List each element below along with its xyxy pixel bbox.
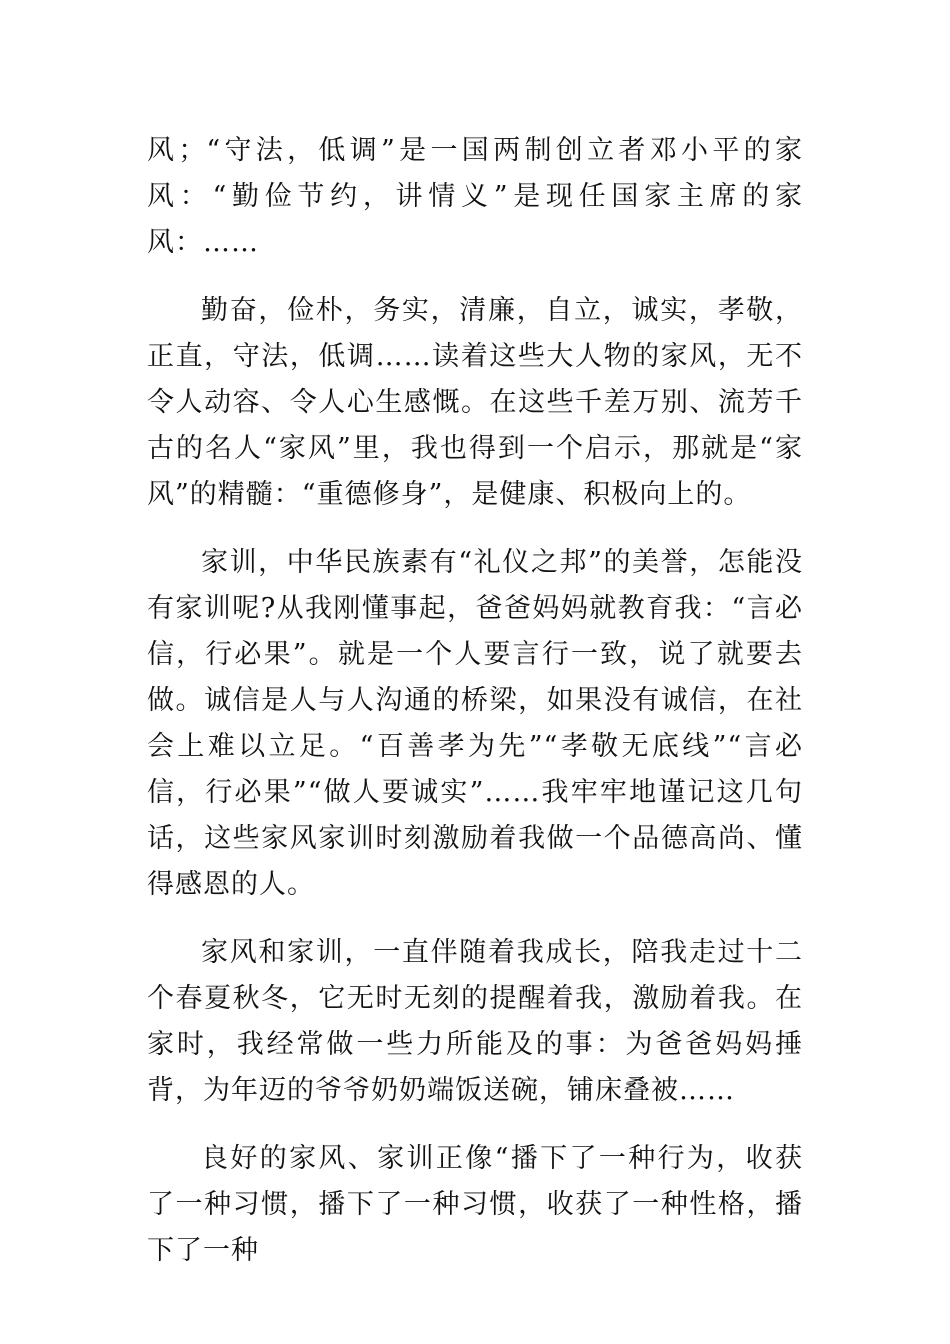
paragraph: 良好的家风、家训正像“播下了一种行为，收获了一种习惯，播下了一种习惯，收获了一种性格，播下了一种: [147, 1143, 803, 1266]
paragraph-spacer: [147, 518, 803, 540]
paragraph: 勤奋，俭朴，务实，清廉，自立，诚实，孝敬，正直，守法，低调……读着这些大人物的家风，无不令人动容、令人心生感慨。在这些千差万别、流芳千古的名人“家风”里，我也得到一个启示，那就是“家风”的精髓：“重德修身”，是健康、积极向上的。: [147, 295, 803, 510]
paragraph: 家训，中华民族素有“礼仪之邦”的美誉，怎能没有家训呢?从我刚懂事起，爸爸妈妈就教育我：“言必信，行必果”。就是一个人要言行一致，说了就要去做。诚信是人与人沟通的桥梁，如果没有诚信，在社会上难以立足。“百善孝为先”“孝敬无底线”“言必信，行必果”“做人要诚实”……我牢牢地谨记这几句话，这些家风家训时刻激励着我做一个品德高尚、懂得感恩的人。: [147, 547, 803, 900]
paragraph-spacer: [147, 908, 803, 930]
document-body: [147, 128, 803, 1274]
paragraph: 家风和家训，一直伴随着我成长，陪我走过十二个春夏秋冬，它无时无刻的提醒着我，激励着我。在家时，我经常做一些力所能及的事：为爸爸妈妈捶背，为年迈的爷爷奶奶端饭送碗，铺床叠被……: [147, 937, 803, 1106]
paragraph-spacer: [147, 266, 803, 288]
paragraph-spacer: [147, 1114, 803, 1136]
paragraph-continued: 风；“守法，低调”是一国两制创立者邓小平的家风：“勤俭节约，讲情义”是现任国家主席的家风：……: [147, 135, 803, 258]
